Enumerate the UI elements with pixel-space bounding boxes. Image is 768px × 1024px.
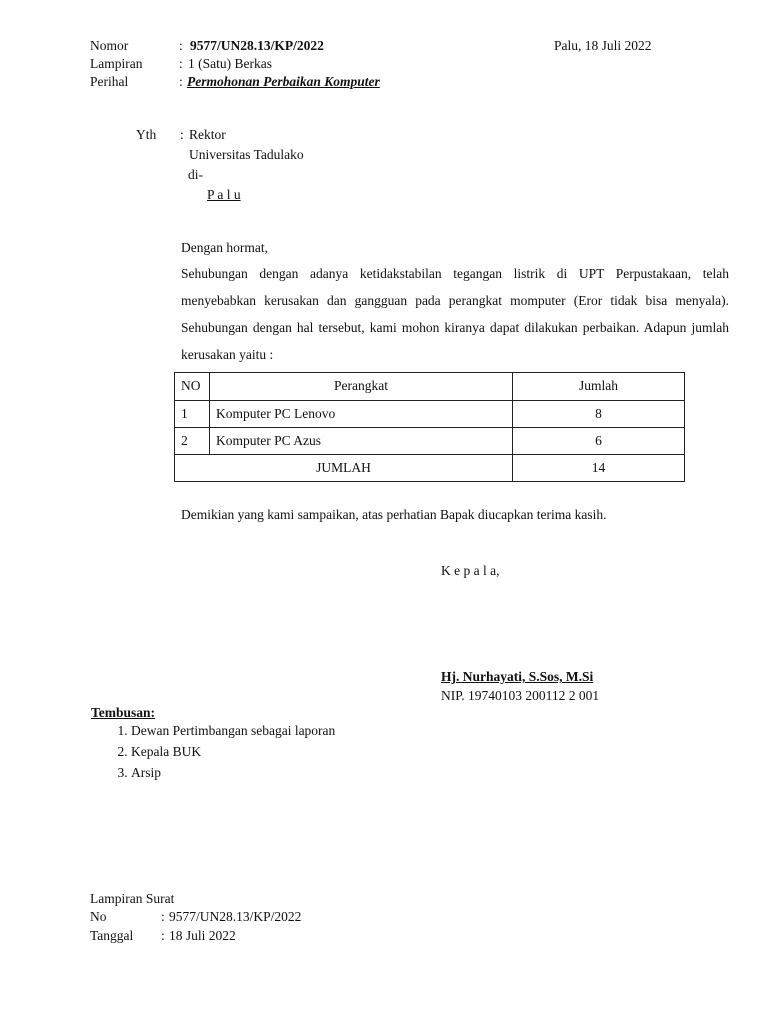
list-item: 2. Kepala BUK <box>131 741 335 762</box>
greeting: Dengan hormat, <box>181 240 268 255</box>
list-item: 1. Dewan Pertimbangan sebagai laporan <box>131 720 335 741</box>
recipient-line1: Rektor <box>189 127 226 142</box>
nomor-colon: : <box>179 38 183 53</box>
damage-table <box>174 372 685 482</box>
table-cell-no: 2 <box>175 428 210 455</box>
nomor-label: Nomor <box>90 38 129 53</box>
attachment-no-colon: : <box>161 909 165 924</box>
perihal-colon: : <box>179 74 183 89</box>
body-paragraph: Sehubungan dengan adanya ketidakstabilan tegangan listrik di UPT Perpustakaan, telah menyebabkan kerusakan dan gangguan pada perangkat momputer (Eror tidak bisa menyala). Sehubungan dengan hal tersebut, kami mohon kiranya dapat dilakukan perbaikan. Adapun jumlah kerusakan yaitu : <box>181 266 729 362</box>
attachment-date-label: Tanggal <box>90 928 134 943</box>
table-total-row <box>175 455 685 482</box>
table-total-value: 14 <box>513 455 685 482</box>
table-row <box>175 401 685 428</box>
recipient-city: P a l u <box>207 187 241 202</box>
table-header-row <box>175 373 685 401</box>
table-total-label: JUMLAH <box>175 455 513 482</box>
attachment-no-label: No <box>90 909 107 924</box>
perihal-value: Permohonan Perbaikan Komputer <box>187 74 380 89</box>
place-date: Palu, 18 Juli 2022 <box>554 38 652 53</box>
attachment-date-colon: : <box>161 928 165 943</box>
closing-sentence: Demikian yang kami sampaikan, atas perhatian Bapak diucapkan terima kasih. <box>181 507 607 522</box>
recipient-line3: di- <box>188 167 203 182</box>
signature-nip: NIP. 19740103 200112 2 001 <box>441 688 600 703</box>
table-header-no: NO <box>175 373 210 401</box>
table-cell-device: Komputer PC Lenovo <box>210 401 513 428</box>
attachment-date-value: 18 Juli 2022 <box>169 928 236 943</box>
table-cell-no: 1 <box>175 401 210 428</box>
table-cell-qty: 8 <box>513 401 685 428</box>
recipient-line2: Universitas Tadulako <box>189 147 304 162</box>
perihal-label: Perihal <box>90 74 129 89</box>
recipient-colon: : <box>180 127 184 142</box>
tembusan-list <box>91 720 335 783</box>
attachment-title: Lampiran Surat <box>90 891 175 906</box>
list-item: 3. Arsip <box>131 762 335 783</box>
signature-name: Hj. Nurhayati, S.Sos, M.Si <box>441 669 594 684</box>
table-cell-device: Komputer PC Azus <box>210 428 513 455</box>
lampiran-label: Lampiran <box>90 56 143 71</box>
tembusan-label: Tembusan: <box>91 705 156 720</box>
signature-title: K e p a l a, <box>441 563 500 578</box>
lampiran-colon: : <box>179 56 183 71</box>
nomor-value: 9577/UN28.13/KP/2022 <box>190 38 324 53</box>
lampiran-value: 1 (Satu) Berkas <box>188 56 272 71</box>
table-header-qty: Jumlah <box>513 373 685 401</box>
table-row <box>175 428 685 455</box>
table-cell-qty: 6 <box>513 428 685 455</box>
table-header-device: Perangkat <box>210 373 513 401</box>
attachment-no-value: 9577/UN28.13/KP/2022 <box>169 909 302 924</box>
recipient-label: Yth <box>136 127 157 142</box>
